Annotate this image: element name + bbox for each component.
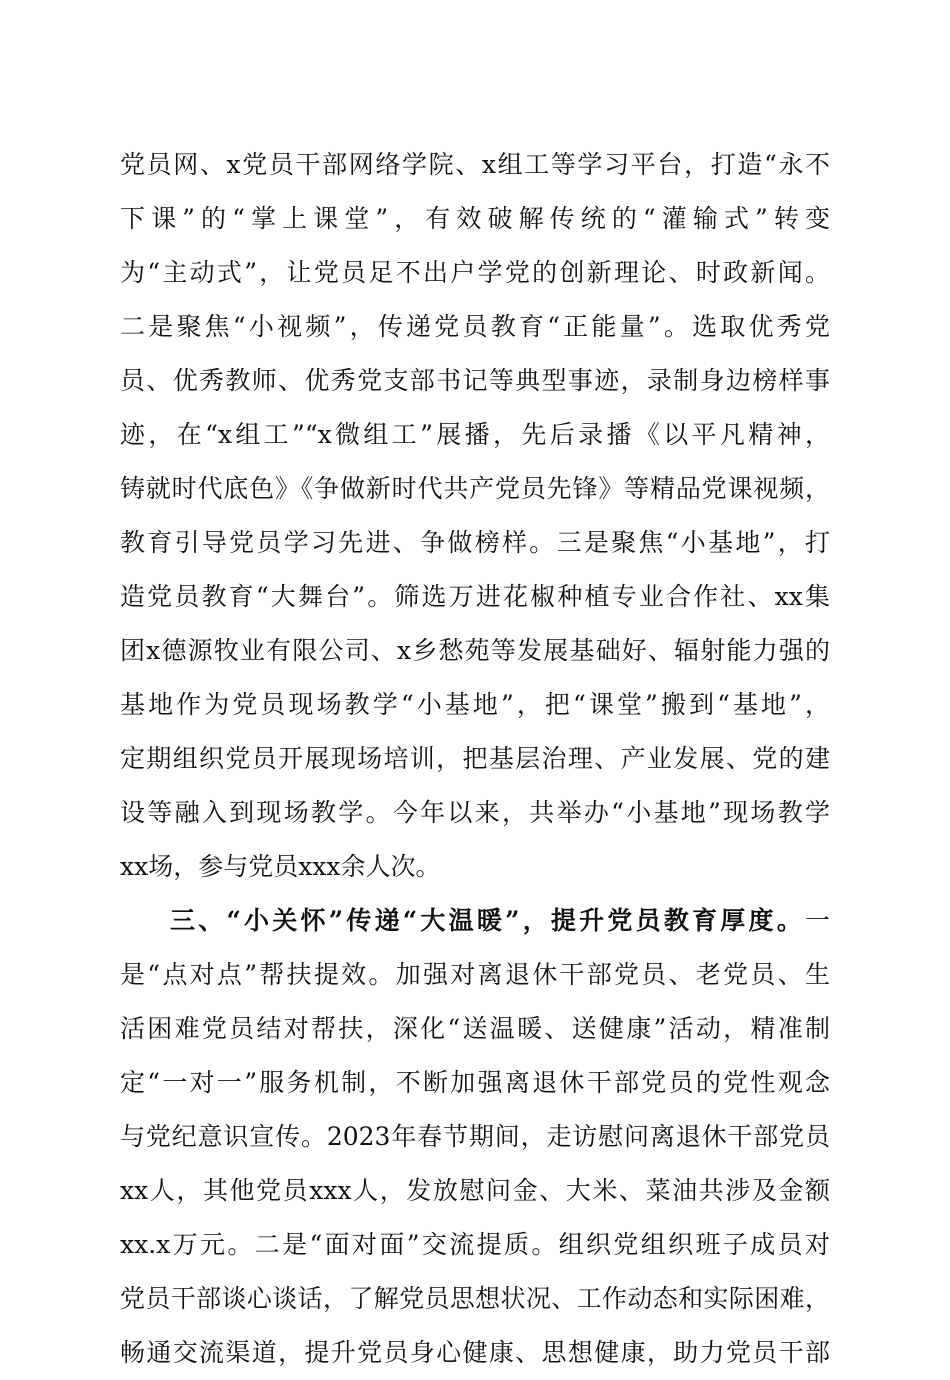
text-line: 下课”的“掌上课堂”，有效破解传统的“灌输式”转变 [120, 204, 830, 233]
text-line: xx场，参与党员xxx余人次。 [120, 852, 441, 881]
text-line: 为“主动式”，让党员足不出户学党的创新理论、时政新闻。 [120, 258, 830, 287]
text-line: 设等融入到现场教学。今年以来，共举办“小基地”现场教学 [120, 798, 830, 827]
text-line: 团x德源牧业有限公司、x乡愁苑等发展基础好、辐射能力强的 [120, 636, 830, 665]
text-line: 与党纪意识宣传。2023年春节期间，走访慰问离退休干部党员 [120, 1122, 830, 1151]
text-line: 是“点对点”帮扶提效。加强对离退休干部党员、老党员、生 [120, 960, 830, 989]
text-line: 教育引导党员学习先进、争做榜样。三是聚焦“小基地”，打 [120, 528, 830, 557]
section-heading-tail: 一 [804, 906, 830, 935]
text-line: xx人，其他党员xxx人，发放慰问金、大米、菜油共涉及金额 [120, 1176, 830, 1205]
text-line: 铸就时代底色》《争做新时代共产党员先锋》等精品党课视频， [120, 474, 830, 503]
text-line: 畅通交流渠道，提升党员身心健康、思想健康，助力党员干部 [120, 1338, 830, 1367]
text-line: 造党员教育“大舞台”。筛选万进花椒种植专业合作社、xx集 [120, 582, 830, 611]
body-text [120, 138, 830, 1380]
text-line: xx.x万元。二是“面对面”交流提质。组织党组织班子成员对 [120, 1230, 830, 1259]
text-line: 定期组织党员开展现场培训，把基层治理、产业发展、党的建 [120, 744, 830, 773]
section-heading-line [120, 894, 830, 948]
text-line: 基地作为党员现场教学“小基地”，把“课堂”搬到“基地”， [120, 690, 830, 719]
text-line: 党员干部谈心谈话，了解党员思想状况、工作动态和实际困难， [120, 1284, 830, 1313]
text-line: 迹，在“x组工”“x微组工”展播，先后录播《以平凡精神， [120, 420, 830, 449]
text-line: 党员网、x党员干部网络学院、x组工等学习平台，打造“永不 [120, 150, 830, 179]
section-heading: 三、“小关怀”传递“大温暖”，提升党员教育厚度。 [170, 906, 805, 935]
text-line: 定“一对一”服务机制，不断加强离退休干部党员的党性观念 [120, 1068, 830, 1097]
text-line: 二是聚焦“小视频”，传递党员教育“正能量”。选取优秀党 [120, 312, 830, 341]
text-line: 员、优秀教师、优秀党支部书记等典型事迹，录制身边榜样事 [120, 366, 830, 395]
text-line: 活困难党员结对帮扶，深化“送温暖、送健康”活动，精准制 [120, 1014, 830, 1043]
